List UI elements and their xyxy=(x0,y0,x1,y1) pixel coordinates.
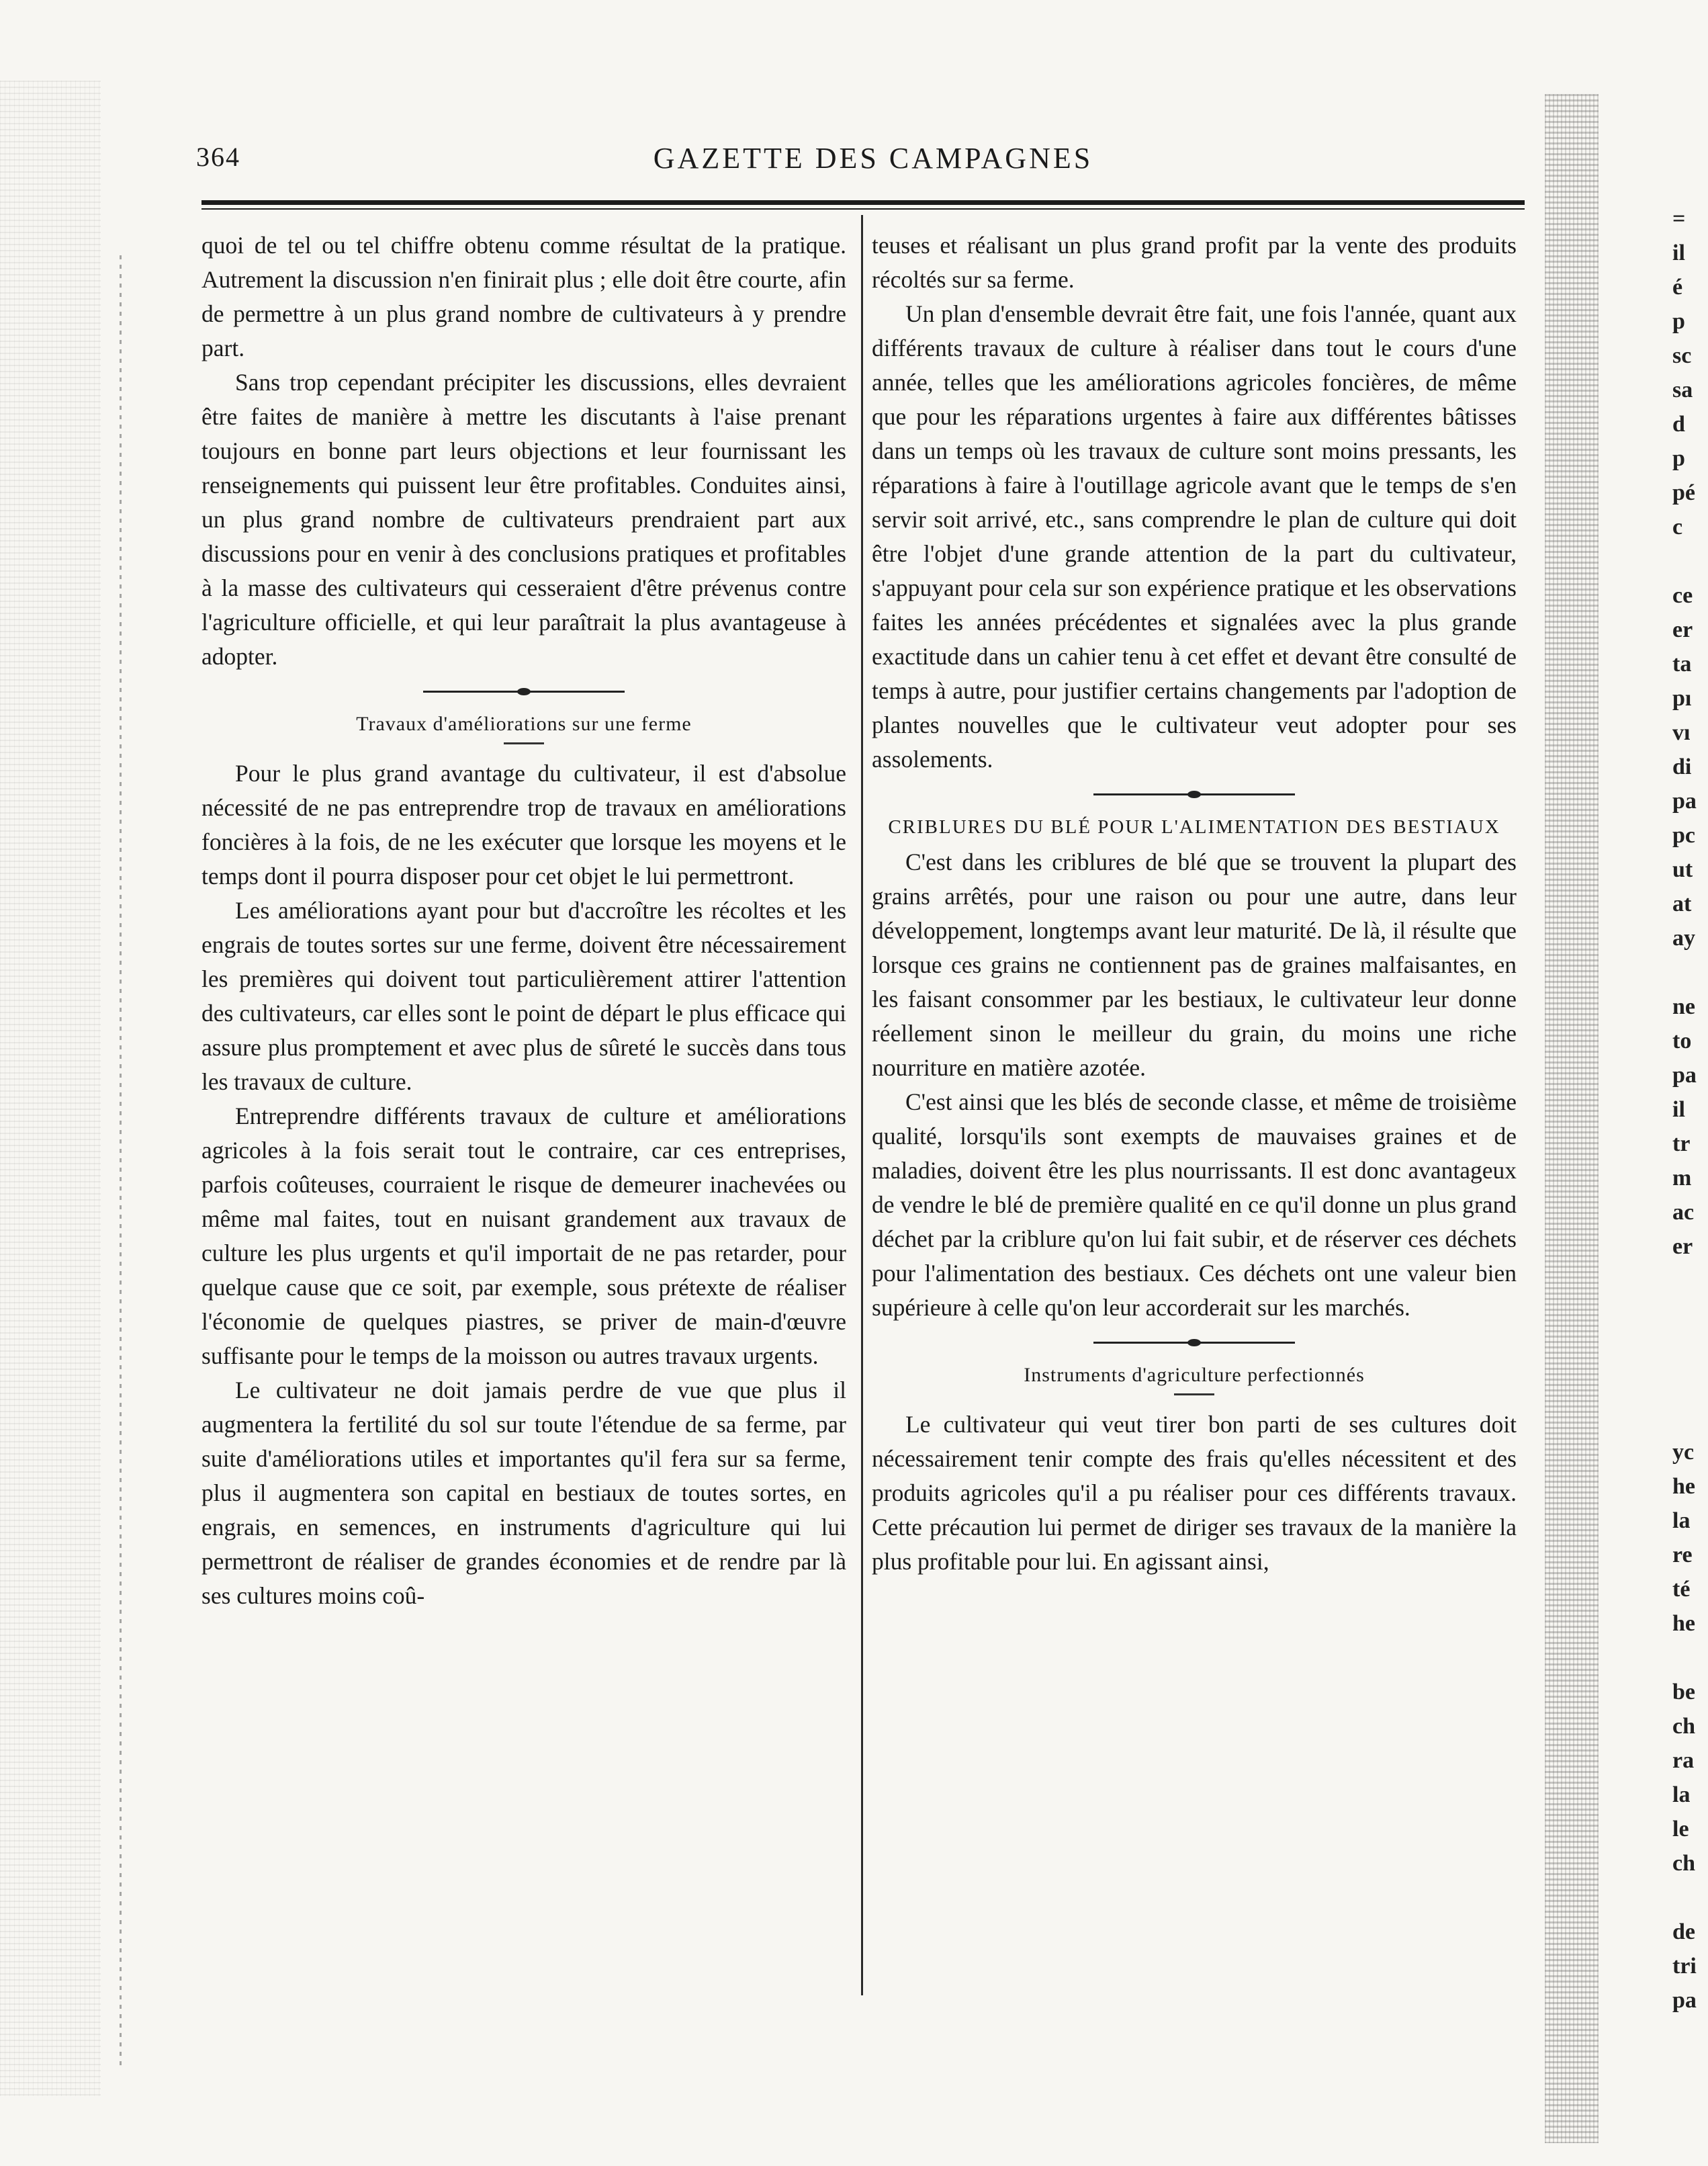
column-divider xyxy=(861,215,863,1995)
paragraph: Pour le plus grand avantage du cultivateur, il est d'absolue nécessité de ne pas entreprendre trop de travaux en améliorations foncières à la fois, de ne les exécuter que lorsque les moyens et le temps dont il pourra disposer pour cet objet le lui permettront. xyxy=(201,760,846,890)
edge-fragment: ra xyxy=(1672,1748,1695,1773)
edge-fragment: er xyxy=(1672,617,1693,642)
edge-fragment xyxy=(1672,1401,1708,1435)
edge-fragment: ta xyxy=(1672,652,1692,677)
edge-fragment: la xyxy=(1672,1508,1691,1533)
right-column xyxy=(872,228,1517,1579)
paragraph: Entreprendre différents travaux de culture et améliorations agricoles à la fois serait tout le contraire, car ces entreprises, parfois coûteuses, courraient le risque de demeurer inachevées ou même mal faites, tout en nuisant grandement aux travaux de culture les plus urgents et qu'il importait de ne pas retarder, pour quelque cause que ce soit, par exemple, sous prétexte de réaliser l'économie de quelques piastres, se priver de main-d'œuvre suffisante pour le temps de la moisson ou autres travaux urgents. xyxy=(201,1102,846,1369)
edge-fragment: c xyxy=(1672,515,1683,539)
header-rule xyxy=(201,200,1525,205)
paragraph: teuses et réalisant un plus grand profit par la vente des produits récoltés sur sa ferme. xyxy=(872,232,1517,293)
edge-fragment xyxy=(1672,1264,1708,1298)
edge-fragment xyxy=(1672,955,1708,990)
section-heading: Instruments d'agriculture perfectionnés xyxy=(1024,1364,1365,1386)
edge-fragment: p xyxy=(1672,309,1685,334)
edge-fragment: de xyxy=(1672,1919,1695,1944)
edge-fragment: at xyxy=(1672,892,1692,916)
edge-fragment: he xyxy=(1672,1611,1695,1636)
edge-fragment: ac xyxy=(1672,1200,1695,1225)
edge-fragment: he xyxy=(1672,1474,1695,1499)
running-title: GAZETTE DES CAMPAGNES xyxy=(653,142,1093,175)
edge-fragment: pa xyxy=(1672,1988,1697,2013)
edge-fragment: pé xyxy=(1672,480,1695,505)
edge-fragment xyxy=(1672,1332,1708,1367)
edge-fragment: le xyxy=(1672,1817,1689,1842)
edge-fragment xyxy=(1672,1641,1708,1675)
section-heading: Travaux d'améliorations sur une ferme xyxy=(356,713,692,735)
edge-fragment: re xyxy=(1672,1543,1693,1567)
section-divider xyxy=(1093,1336,1295,1349)
edge-fragment: pa xyxy=(1672,789,1697,814)
section-divider xyxy=(1093,787,1295,801)
left-column xyxy=(201,228,846,1613)
edge-fragment: il xyxy=(1672,1097,1685,1122)
edge-fragment: il xyxy=(1672,241,1685,265)
paragraph: Les améliorations ayant pour but d'accroître les récoltes et les engrais de toutes sortes sur une ferme, doivent être nécessairement les premières qui doivent tout particulièrement attirer l'attention des cultivateurs, car elles sont le point de départ le plus efficace qui assure plus promptement et avec plus de sûreté le succès dans tous les travaux de culture. xyxy=(201,897,846,1095)
edge-fragment: d xyxy=(1672,412,1685,437)
scan-binding-noise-left xyxy=(0,81,101,2096)
edge-fragment: to xyxy=(1672,1029,1692,1053)
scan-binding-noise-right xyxy=(1545,94,1599,2143)
heading-rule xyxy=(1174,1393,1214,1395)
edge-fragment: té xyxy=(1672,1577,1691,1602)
edge-fragment: tri xyxy=(1672,1954,1697,1979)
edge-fragment: pc xyxy=(1672,823,1695,848)
paragraph: Le cultivateur ne doit jamais perdre de vue que plus il augmentera la fertilité du sol sur toute l'étendue de sa ferme, par suite d'améliorations utiles et importantes qu'il fera sur sa ferme, plus il augmentera son capital en bestiaux de toutes sortes, en engrais, en semences, en instruments d'agriculture qui lui permettront de réaliser de grandes économies et de rendre par là ses cultures moins coû- xyxy=(201,1377,846,1609)
edge-fragment: yc xyxy=(1672,1440,1695,1465)
paragraph: C'est dans les criblures de blé que se trouvent la plupart des grains arrêtés, pour une raison ou pour une autre, dans leur développement, longtemps avant leur maturité. De là, il résulte que lorsque ces grains ne contiennent pas de graines malfaisantes, en les faisant consommer par les bestiaux, le cultivateur leur donne réellement sinon le meilleur du grain, du moins une riche nourriture en matière azotée. xyxy=(872,849,1517,1081)
page-number: 364 xyxy=(196,142,240,172)
adjacent-page-edge-text xyxy=(1672,202,1708,2018)
heading-rule xyxy=(504,742,544,744)
edge-fragment: tr xyxy=(1672,1131,1691,1156)
edge-fragment: ut xyxy=(1672,857,1693,882)
edge-fragment xyxy=(1672,544,1708,578)
edge-fragment: er xyxy=(1672,1234,1693,1259)
edge-fragment xyxy=(1672,1367,1708,1401)
edge-fragment: ne xyxy=(1672,994,1695,1019)
edge-fragment: ce xyxy=(1672,583,1693,608)
edge-fragment: be xyxy=(1672,1680,1695,1704)
header-rule-thin xyxy=(201,208,1525,210)
paragraph: C'est ainsi que les blés de seconde classe, et même de troisième qualité, lorsqu'ils sont exempts de mauvaises graines et de maladies, doivent être les plus nourrissants. Il est donc avantageux de vendre le blé de première qualité en ce qu'il donne un plus grand déchet par la criblure qu'on lui fait subir, et de réserver ces déchets pour l'alimentation des bestiaux. Ces déchets ont une valeur bien supérieure à celle qu'on leur accorderait sur les marchés. xyxy=(872,1088,1517,1321)
paragraph: Sans trop cependant précipiter les discussions, elles devraient être faites de manière à mettre les discutants à l'aise prenant toujours en bonne part leurs objections et leur fournissant les renseignements qui puissent leur être profitables. Conduites ainsi, un plus grand nombre de cultivateurs prendraient part aux discussions pour en venir à des conclusions pratiques et profitables à la masse des cultivateurs qui cesseraient d'être prévenus contre l'agriculture officielle, et qui leur paraîtrait la plus avantageuse à adopter. xyxy=(201,369,846,670)
edge-fragment: la xyxy=(1672,1782,1691,1807)
edge-fragment xyxy=(1672,1880,1708,1915)
edge-fragment: = xyxy=(1672,206,1686,231)
edge-fragment: pı xyxy=(1672,686,1692,711)
edge-fragment: p xyxy=(1672,446,1685,471)
scan-margin-marks xyxy=(120,255,122,2069)
edge-fragment: ch xyxy=(1672,1851,1695,1876)
section-divider xyxy=(423,685,625,698)
edge-fragment: di xyxy=(1672,754,1692,779)
edge-fragment: vı xyxy=(1672,720,1691,745)
edge-fragment: ch xyxy=(1672,1714,1695,1739)
edge-fragment: é xyxy=(1672,275,1683,300)
edge-fragment xyxy=(1672,1298,1708,1332)
edge-fragment: sa xyxy=(1672,378,1693,402)
edge-fragment: m xyxy=(1672,1166,1692,1190)
edge-fragment: sc xyxy=(1672,343,1692,368)
paragraph: Un plan d'ensemble devrait être fait, une fois l'année, quant aux différents travaux de culture à réaliser dans tout le cours d'une année, telles que les améliorations agricoles foncières, de même que pour les réparations urgentes à faire aux différentes bâtisses dans un temps où les travaux de culture sont moins pressants, les réparations à faire à l'outillage agricole avant que le temps de s'en servir soit arrivé, etc., sans comprendre le plan de culture qui doit être l'objet d'une grande attention de la part du cultivateur, s'appuyant pour cela sur son expérience pratique et les observations faites les années précédentes et signalées avec la plus grande exactitude dans un cahier tenu à cet effet et devant être consulté de temps à autre, pour justifier certains changements par l'adoption de plantes nouvelles que le cultivateur veut adopter pour ses assolements. xyxy=(872,300,1517,773)
edge-fragment: pa xyxy=(1672,1063,1697,1088)
edge-fragment: ay xyxy=(1672,926,1695,951)
section-heading: CRIBLURES DU BLÉ POUR L'ALIMENTATION DES BESTIAUX xyxy=(888,816,1500,838)
paragraph: Le cultivateur qui veut tirer bon parti de ses cultures doit nécessairement tenir compte des frais qu'elles nécessitent et des produits agricoles qu'il a pu réaliser pour ces différents travaux. Cette précaution lui permet de diriger ses travaux de la manière la plus profitable pour lui. En agissant ainsi, xyxy=(872,1411,1517,1575)
paragraph: quoi de tel ou tel chiffre obtenu comme résultat de la pratique. Autrement la discussion n'en finirait plus ; elle doit être courte, afin de permettre à un plus grand nombre de cultivateurs à y prendre part. xyxy=(201,232,846,361)
